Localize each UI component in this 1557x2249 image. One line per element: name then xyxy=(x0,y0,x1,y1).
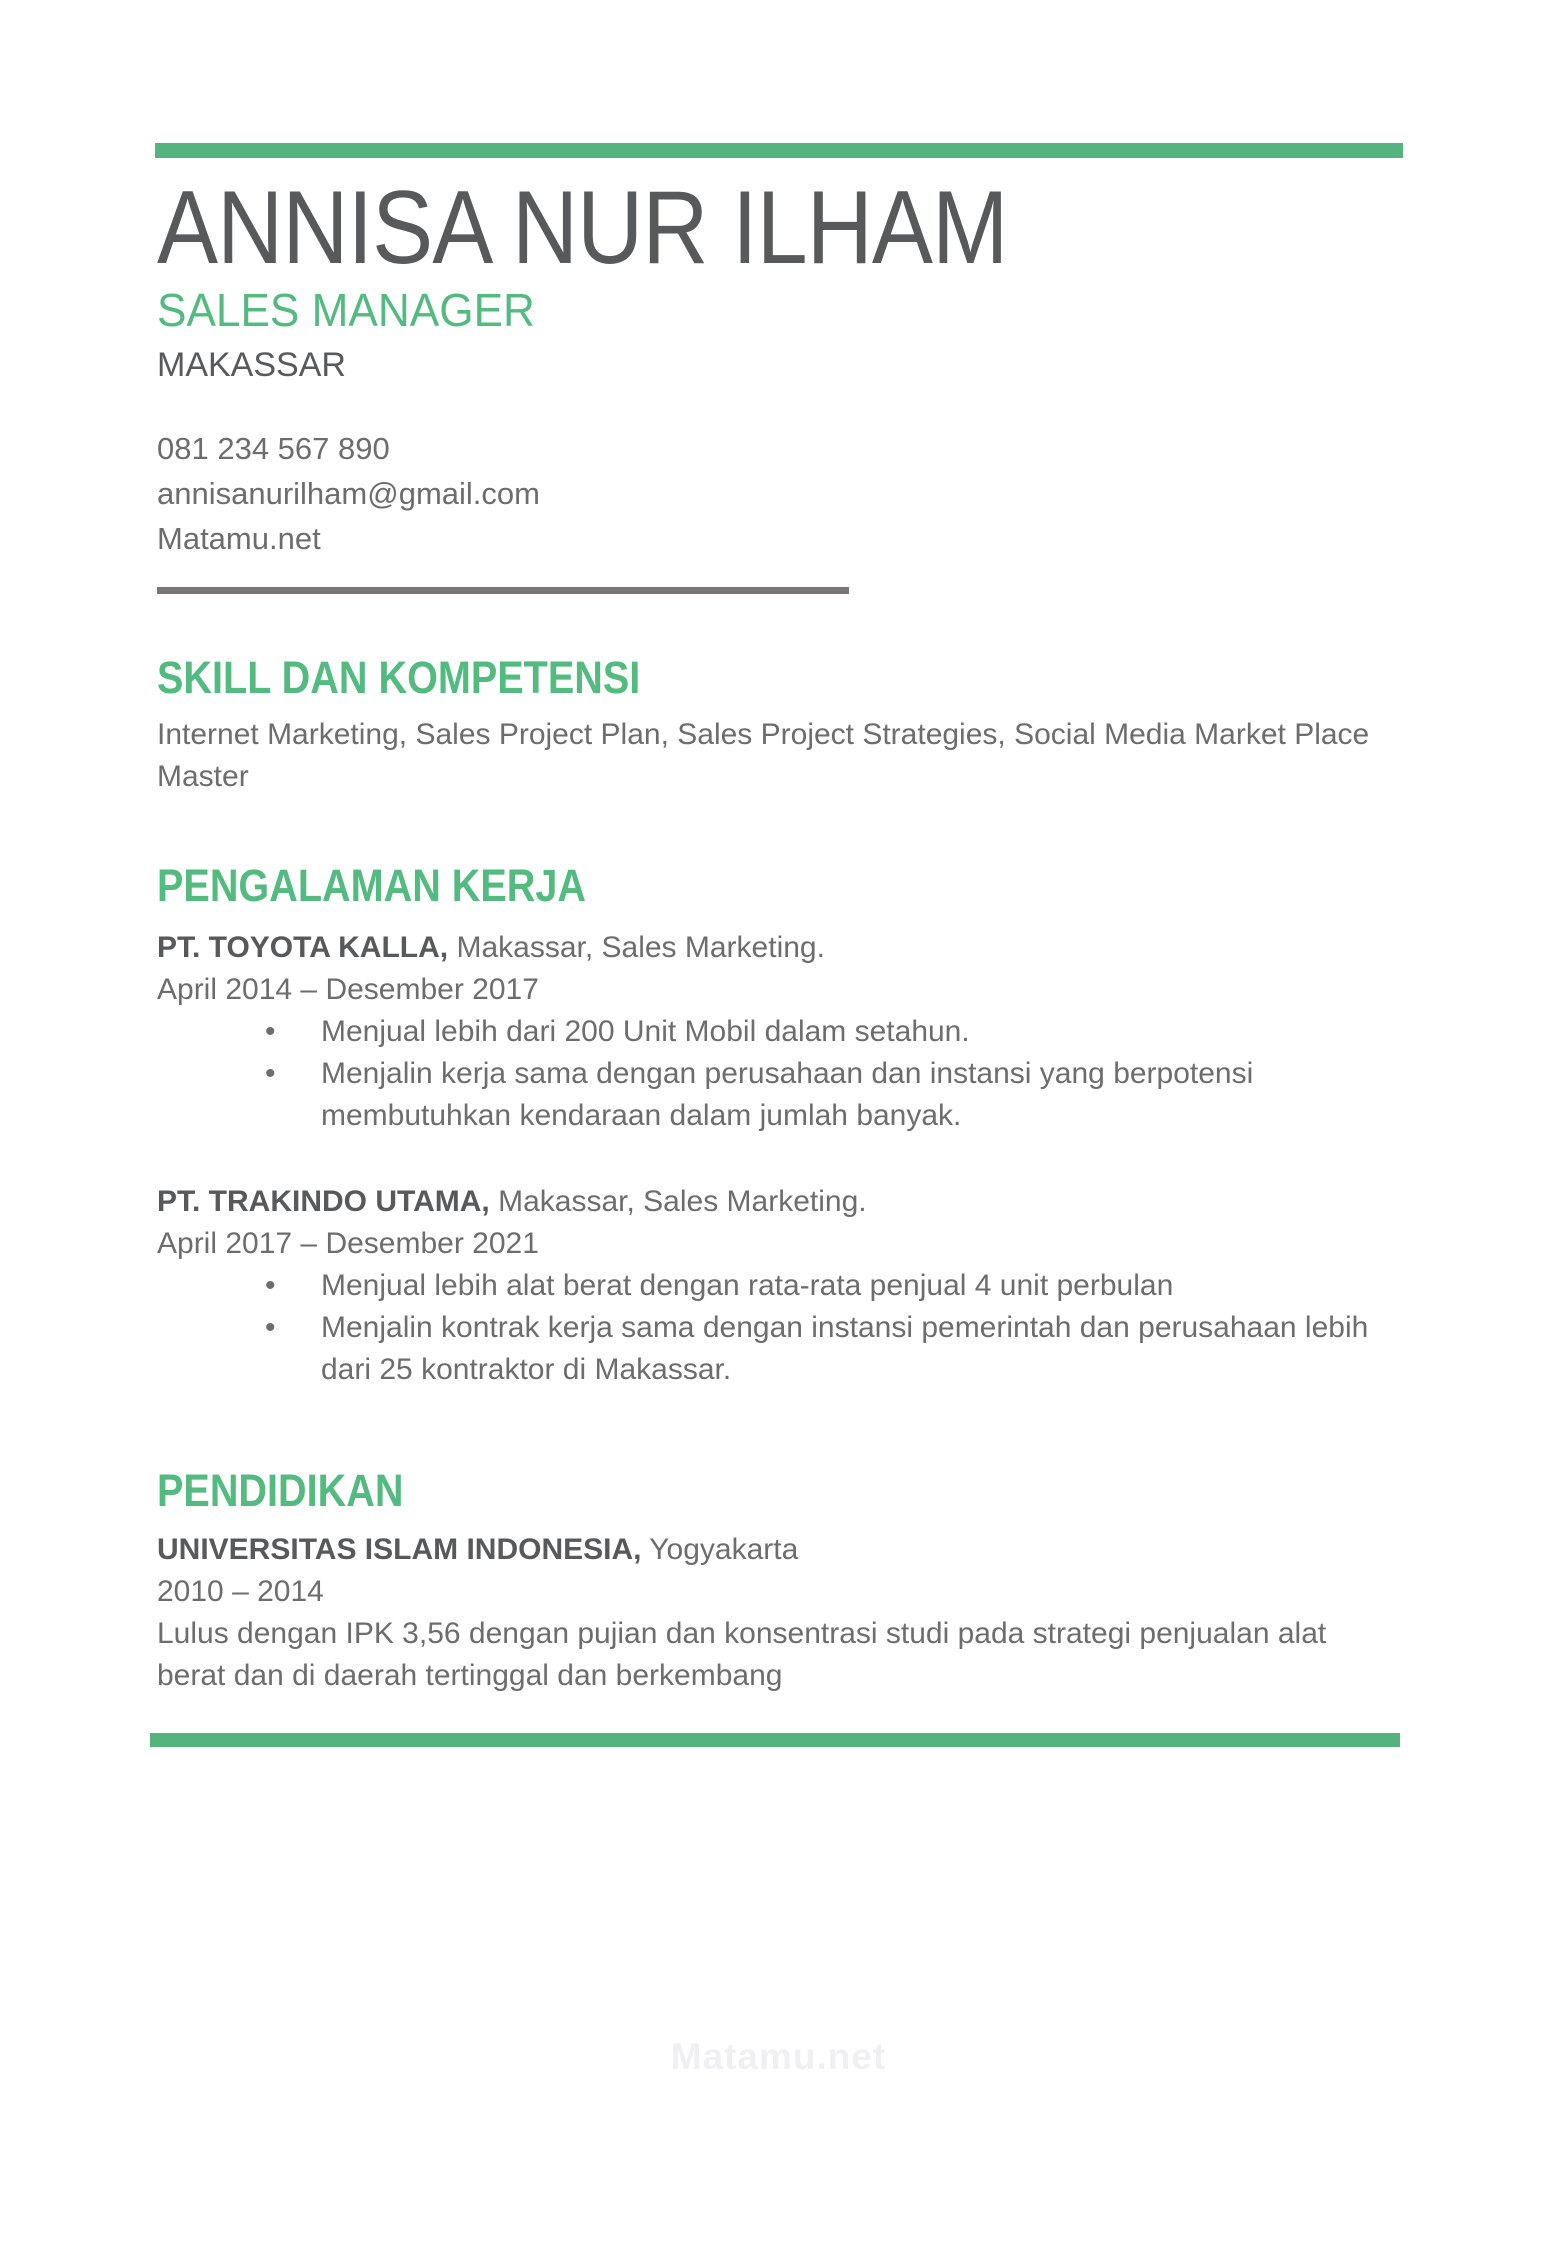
top-accent-bar xyxy=(155,143,1403,158)
skills-text: Internet Marketing, Sales Project Plan, Sales Project Strategies, Social Media Market Place Master xyxy=(157,718,1370,794)
job-bullet: • Menjual lebih alat berat dengan rata-rata penjual 4 unit perbulan xyxy=(265,1265,1400,1307)
resume-header xyxy=(157,172,1400,594)
job-title: SALES MANAGER xyxy=(157,284,535,337)
email-address: annisanurilham@gmail.com xyxy=(157,476,540,511)
skills-heading: SKILL DAN KOMPETENSI xyxy=(157,652,641,703)
website: Matamu.net xyxy=(157,521,321,556)
divider-rule xyxy=(157,587,849,594)
education-header xyxy=(157,1529,1400,1571)
phone-number: 081 234 567 890 xyxy=(157,431,390,466)
education-description: Lulus dengan IPK 3,56 dengan pujian dan konsentrasi studi pada strategi penjualan alat berat dan di daerah tertinggal dan berkembang xyxy=(157,1616,1327,1692)
job-bullet: • Menjalin kontrak kerja sama dengan instansi pemerintah dan perusahaan lebih dari 25 kontraktor di Makassar. xyxy=(265,1307,1400,1391)
person-name: ANNISA NUR ILHAM xyxy=(157,170,1008,286)
location: MAKASSAR xyxy=(157,346,346,385)
education-heading: PENDIDIKAN xyxy=(157,1464,404,1516)
job-header xyxy=(157,927,1400,969)
experience-heading: PENGALAMAN KERJA xyxy=(157,860,587,912)
company-name: PT. TOYOTA KALLA, xyxy=(157,930,449,964)
watermark: Matamu.net xyxy=(670,2036,887,2077)
job-period: April 2014 – Desember 2017 xyxy=(157,972,539,1006)
section-skills xyxy=(157,650,1400,798)
school-details: Yogyakarta xyxy=(649,1532,799,1566)
job-bullet: • Menjalin kerja sama dengan perusahaan dan instansi yang berpotensi membutuhkan kendaraan dalam jumlah banyak. xyxy=(265,1053,1400,1137)
resume-content xyxy=(0,158,1557,1697)
section-education xyxy=(157,1463,1400,1697)
job-period: April 2017 – Desember 2021 xyxy=(157,1226,539,1260)
company-details: Makassar, Sales Marketing. xyxy=(498,1184,867,1218)
section-experience xyxy=(157,858,1400,1390)
job-bullet-list xyxy=(157,1011,1400,1137)
education-entry xyxy=(157,1529,1400,1697)
job-bullet: • Menjual lebih dari 200 Unit Mobil dalam setahun. xyxy=(265,1011,1400,1053)
school-name: UNIVERSITAS ISLAM INDONESIA, xyxy=(157,1532,642,1566)
job-entry xyxy=(157,927,1400,1137)
bottom-accent-bar xyxy=(150,1733,1400,1747)
contact-block xyxy=(157,426,1400,561)
job-bullet-list xyxy=(157,1265,1400,1391)
company-name: PT. TRAKINDO UTAMA, xyxy=(157,1184,490,1218)
education-period: 2010 – 2014 xyxy=(157,1574,324,1608)
company-details: Makassar, Sales Marketing. xyxy=(456,930,825,964)
job-entry xyxy=(157,1181,1400,1391)
job-header xyxy=(157,1181,1400,1223)
